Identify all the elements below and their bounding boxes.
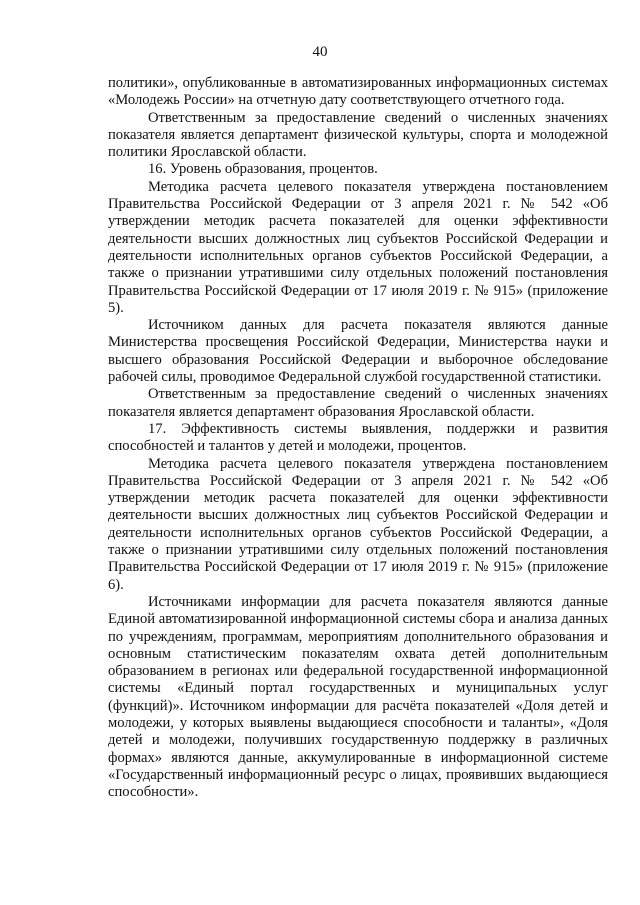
paragraph-continuation: политики», опубликованные в автоматизированных информационных системах «Молодежь России» на отчетную дату соответствующего отчетного года.	[108, 75, 608, 109]
page-number: 40	[312, 44, 328, 60]
paragraph-data-source-17: Источниками информации для расчета показателя являются данные Единой автоматизированной информационной системы сбора и анализа данных по учреждениям, программам, мероприятиям дополнительного образования и основным статистическим показателям охвата детей дополнительным образованием в регионах или федеральной государственной информационной системы «Единый портал государственных и муниципальных услуг (функций)». Источником информации для расчёта показателей «Доля детей и молодежи, у которых выявлены выдающиеся способности и таланты», «Доля детей и молодежи, получивших государственную поддержку в различных формах» являются данные, аккумулированные в информационной системе «Государственный информационный ресурс о лицах, проявивших выдающиеся способности».	[108, 593, 608, 801]
document-body	[108, 75, 608, 801]
paragraph-methodology-16: Методика расчета целевого показателя утверждена постановлением Правительства Российской Федерации от 3 апреля 2021 г. № 542 «Об утверждении методик расчета показателей для оценки эффективности деятельности высших должностных лиц субъектов Российской Федерации и деятельности исполнительных органов субъектов Российской Федерации, а также о признании утратившими силу отдельных положений постановления Правительства Российской Федерации от 17 июля 2019 г. № 915» (приложение 5).	[108, 178, 608, 316]
heading-indicator-16: 16. Уровень образования, процентов.	[148, 161, 378, 178]
paragraph-methodology-17: Методика расчета целевого показателя утверждена постановлением Правительства Российской Федерации от 3 апреля 2021 г. № 542 «Об утверждении методик расчета показателей для оценки эффективности деятельности высших должностных лиц субъектов Российской Федерации и деятельности исполнительных органов субъектов Российской Федерации, а также о признании утратившими силу отдельных положений постановления Правительства Российской Федерации от 17 июля 2019 г. № 915» (приложение 6).	[108, 455, 608, 593]
paragraph-responsible-sport: Ответственным за предоставление сведений о численных значениях показателя является департамент физической культуры, спорта и молодежной политики Ярославской области.	[108, 109, 608, 161]
paragraph-responsible-education: Ответственным за предоставление сведений о численных значениях показателя является департамент образования Ярославской области.	[108, 386, 608, 420]
paragraph-data-source-16: Источником данных для расчета показателя являются данные Министерства просвещения Российской Федерации, Министерства науки и высшего образования Российской Федерации и выборочное обследование рабочей силы, проводимое Федеральной службой государственной статистики.	[108, 317, 608, 386]
heading-indicator-17: 17. Эффективность системы выявления, поддержки и развития способностей и талантов у детей и молодежи, процентов.	[108, 420, 608, 455]
